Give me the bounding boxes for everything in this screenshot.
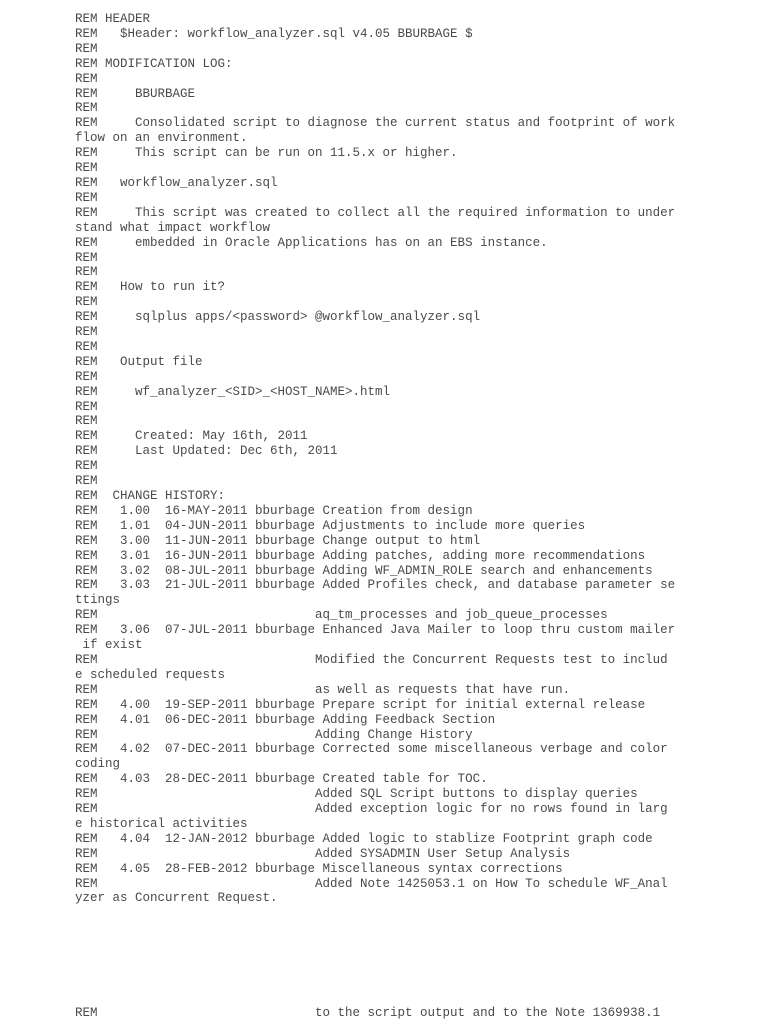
script-line: REM: [75, 339, 98, 354]
script-line: e scheduled requests: [75, 667, 226, 682]
script-line: REM 1.00 16-MAY-2011 bburbage Creation from design: [75, 503, 473, 518]
script-line: REM: [75, 41, 98, 56]
page-bottom-line: REM to the script output and to the Note 1369938.1: [75, 1006, 661, 1020]
script-line: REM: [75, 399, 98, 414]
script-text-block: [75, 12, 755, 906]
script-line: REM Created: May 16th, 2011: [75, 429, 308, 444]
script-line: REM 4.04 12-JAN-2012 bburbage Added logic to stablize Footprint graph code: [75, 831, 653, 846]
script-line: REM: [75, 161, 98, 176]
script-line: REM This script can be run on 11.5.x or higher.: [75, 146, 458, 161]
script-line: REM: [75, 325, 98, 340]
script-line: REM: [75, 474, 98, 489]
script-line: REM wf_analyzer_<SID>_<HOST_NAME>.html: [75, 384, 391, 399]
script-line: REM 4.05 28-FEB-2012 bburbage Miscellaneous syntax corrections: [75, 861, 563, 876]
script-line: REM Added SQL Script buttons to display queries: [75, 787, 638, 802]
script-line: REM Added SYSADMIN User Setup Analysis: [75, 846, 571, 861]
script-line: REM 4.01 06-DEC-2011 bburbage Adding Feedback Section: [75, 712, 496, 727]
script-line: ttings: [75, 593, 121, 608]
script-line: REM Added exception logic for no rows found in larg: [75, 802, 668, 817]
script-line: REM 1.01 04-JUN-2011 bburbage Adjustments to include more queries: [75, 518, 586, 533]
script-line: REM 3.02 08-JUL-2011 bburbage Adding WF_ADMIN_ROLE search and enhancements: [75, 563, 653, 578]
script-line: if exist: [75, 638, 143, 653]
script-line: REM 3.03 21-JUL-2011 bburbage Added Profiles check, and database parameter se: [75, 578, 676, 593]
script-line: REM: [75, 414, 98, 429]
script-line: coding: [75, 757, 121, 772]
script-line: REM: [75, 250, 98, 265]
script-line: REM aq_tm_processes and job_queue_processes: [75, 608, 608, 623]
script-line: REM as well as requests that have run.: [75, 682, 571, 697]
script-line: REM This script was created to collect all the required information to under: [75, 205, 676, 220]
script-line: flow on an environment.: [75, 131, 248, 146]
script-line: REM: [75, 369, 98, 384]
script-line: REM Modified the Concurrent Requests test to includ: [75, 652, 668, 667]
script-line: REM: [75, 101, 98, 116]
script-line: REM Added Note 1425053.1 on How To schedule WF_Anal: [75, 876, 668, 891]
script-line: REM Adding Change History: [75, 727, 473, 742]
script-line: REM: [75, 459, 98, 474]
script-line: yzer as Concurrent Request.: [75, 891, 278, 906]
script-line: REM $Header: workflow_analyzer.sql v4.05 BBURBAGE $: [75, 26, 473, 41]
script-line: REM Output file: [75, 354, 203, 369]
script-line: REM 4.00 19-SEP-2011 bburbage Prepare script for initial external release: [75, 697, 646, 712]
script-line: REM MODIFICATION LOG:: [75, 56, 233, 71]
script-line: REM Last Updated: Dec 6th, 2011: [75, 444, 338, 459]
script-line: stand what impact workflow: [75, 220, 271, 235]
script-line: REM embedded in Oracle Applications has on an EBS instance.: [75, 235, 548, 250]
script-line: REM HEADER: [75, 12, 151, 26]
script-line: REM sqlplus apps/<password> @workflow_analyzer.sql: [75, 310, 481, 325]
script-line: REM: [75, 190, 98, 205]
script-line: REM: [75, 295, 98, 310]
script-line: REM CHANGE HISTORY:: [75, 489, 226, 503]
script-line: REM How to run it?: [75, 280, 226, 295]
script-line: REM 4.03 28-DEC-2011 bburbage Created table for TOC.: [75, 772, 488, 787]
script-line: REM BBURBAGE: [75, 86, 196, 101]
script-line: REM: [75, 71, 98, 86]
script-line: REM 3.06 07-JUL-2011 bburbage Enhanced Java Mailer to loop thru custom mailer: [75, 623, 676, 638]
script-line: REM workflow_analyzer.sql: [75, 175, 278, 190]
script-line: REM: [75, 265, 98, 280]
script-line: e historical activities: [75, 816, 248, 831]
script-line: REM 4.02 07-DEC-2011 bburbage Corrected some miscellaneous verbage and color: [75, 742, 668, 757]
script-line: REM 3.01 16-JUN-2011 bburbage Adding patches, adding more recommendations: [75, 548, 646, 563]
script-line: REM Consolidated script to diagnose the current status and footprint of work: [75, 116, 676, 131]
script-line: REM 3.00 11-JUN-2011 bburbage Change output to html: [75, 533, 481, 548]
